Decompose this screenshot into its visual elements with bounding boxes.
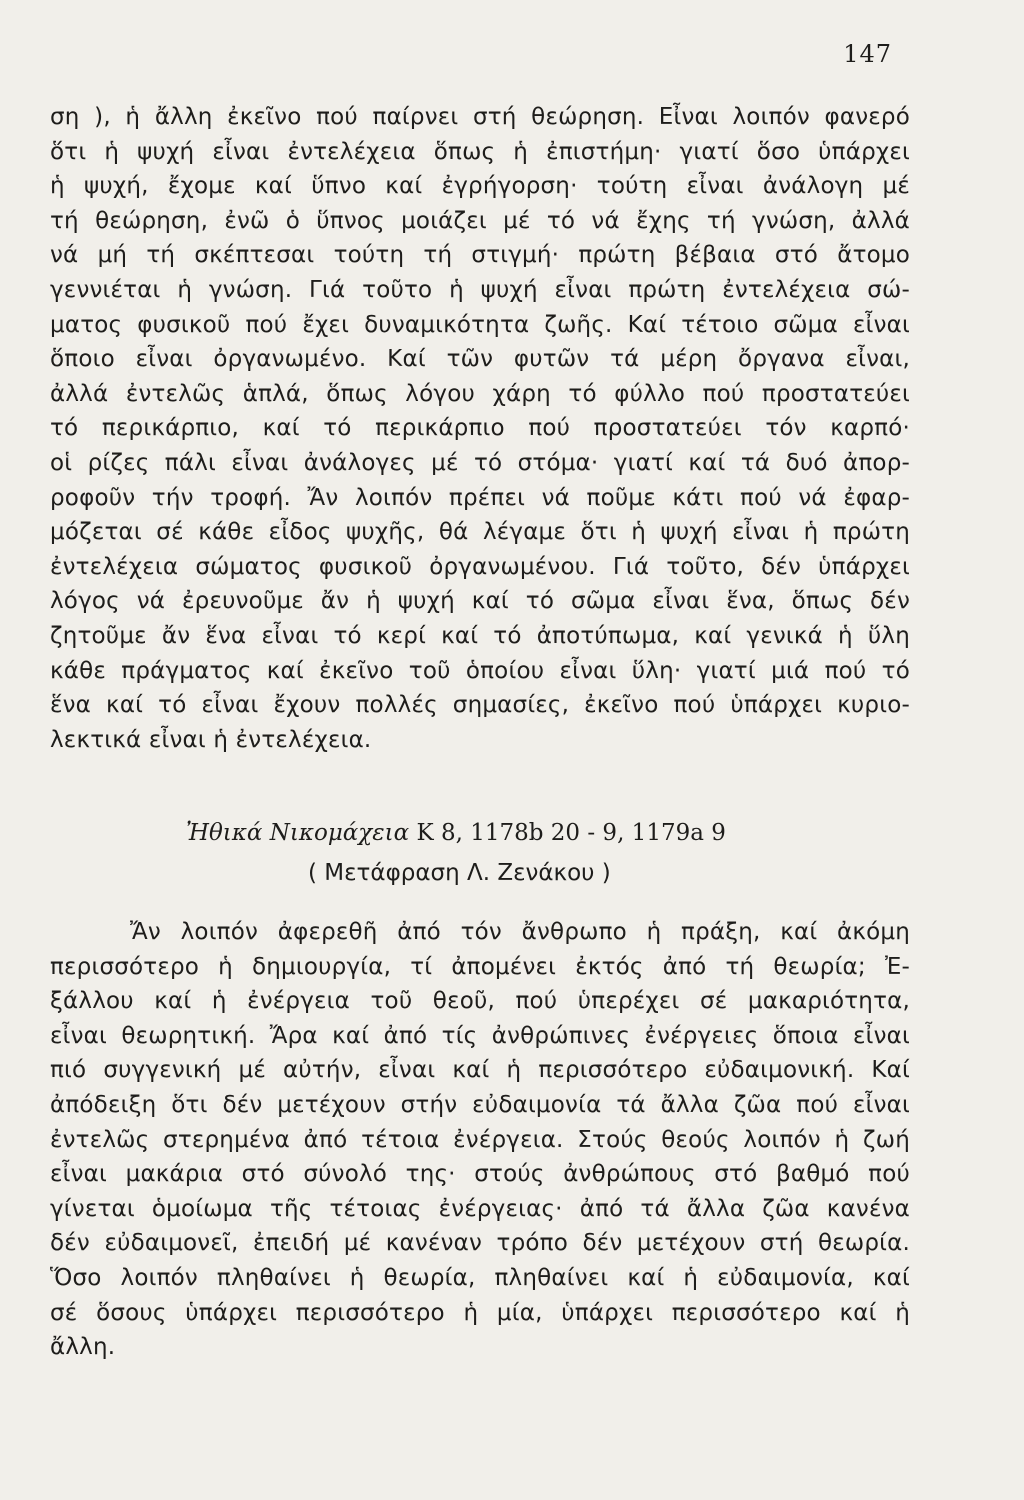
text-line: δέν εὐδαιμονεῖ, ἐπειδή μέ κανέναν τρόπο δέν μετέχουν στή θεωρία.	[50, 1230, 910, 1257]
text-line: μόζεται σέ κάθε εἶδος ψυχῆς, θά λέγαμε ὅτι ἡ ψυχή εἶναι ἡ πρώτη	[50, 519, 910, 546]
text-line: νά μή τή σκέπτεσαι τούτη τή στιγμή· πρώτη βέβαια στό ἄτομο	[50, 242, 910, 269]
text-line: λόγος νά ἐρευνοῦμε ἄν ἡ ψυχή καί τό σῶμα εἶναι ἕνα, ὅπως δέν	[50, 588, 910, 615]
passage-de-anima	[50, 100, 910, 757]
text-line: ξάλλου καί ἡ ἐνέργεια τοῦ θεοῦ, πού ὑπερέχει σέ μακαριότητα,	[50, 988, 910, 1015]
text-line: Ὅσο λοιπόν πληθαίνει ἡ θεωρία, πληθαίνει καί ἡ εὐδαιμονία, καί	[50, 1264, 910, 1291]
translation-credit: ( Μετάφραση Λ. Ζενάκου )	[308, 860, 611, 886]
text-line: ματος φυσικοῦ πού ἔχει δυναμικότητα ζωῆς. Καί τέτοιο σῶμα εἶναι	[50, 311, 910, 338]
text-line: Ἄν λοιπόν ἀφερεθῆ ἀπό τόν ἄνθρωπο ἡ πράξη, καί ἀκόμη	[130, 919, 910, 945]
text-line: ἐντελέχεια σώματος φυσικοῦ ὀργανωμένου. Γιά τοῦτο, δέν ὑπάρχει	[50, 553, 910, 580]
passage-nicomachean-ethics	[50, 915, 910, 1365]
text-line: κάθε πράγματος καί ἐκεῖνο τοῦ ὁποίου εἶναι ὕλη· γιατί μιά πού τό	[50, 657, 910, 684]
text-line: ἕνα καί τό εἶναι ἔχουν πολλές σημασίες, ἐκεῖνο πού ὑπάρχει κυριο-	[50, 692, 910, 719]
text-line: ὅτι ἡ ψυχή εἶναι ἐντελέχεια ὅπως ἡ ἐπιστήμη· γιατί ὅσο ὑπάρχει	[50, 138, 910, 165]
text-line: πιό συγγενική μέ αὐτήν, εἶναι καί ἡ περισσότερο εὐδαιμονική. Καί	[50, 1057, 910, 1084]
text-line: εἶναι θεωρητική. Ἄρα καί ἀπό τίς ἀνθρώπινες ἐνέργειες ὅποια εἶναι	[50, 1022, 910, 1049]
text-line: ἐντελῶς στερημένα ἀπό τέτοια ἐνέργεια. Στούς θεούς λοιπόν ἡ ζωή	[50, 1126, 910, 1153]
work-reference: Κ 8, 1178b 20 - 9, 1179a 9	[416, 820, 726, 846]
text-line: ροφοῦν τήν τροφή. Ἄν λοιπόν πρέπει νά ποῦμε κάτι πού νά ἐφαρ-	[50, 484, 910, 511]
text-line: εἶναι μακάρια στό σύνολό της· στούς ἀνθρώπους στό βαθμό πού	[50, 1161, 910, 1188]
text-line: σέ ὅσους ὑπάρχει περισσότερο ἡ μία, ὑπάρχει περισσότερο καί ἡ	[50, 1299, 910, 1326]
text-line: ὅποιο εἶναι ὀργανωμένο. Καί τῶν φυτῶν τά μέρη ὄργανα εἶναι,	[50, 346, 910, 373]
text-line: γίνεται ὁμοίωμα τῆς τέτοιας ἐνέργειας· ἀπό τά ἄλλα ζῶα κανένα	[50, 1195, 910, 1222]
text-line: περισσότερο ἡ δημιουργία, τί ἀπομένει ἐκτός ἀπό τή θεωρία; Ἐ-	[50, 953, 910, 980]
text-line: γεννιέται ἡ γνώση. Γιά τοῦτο ἡ ψυχή εἶναι πρώτη ἐντελέχεια σώ-	[50, 276, 910, 303]
text-line: οἱ ρίζες πάλι εἶναι ἀνάλογες μέ τό στόμα· γιατί καί τά δυό ἀπορ-	[50, 449, 910, 476]
text-line: ἀπόδειξη ὅτι δέν μετέχουν στήν εὐδαιμονία τά ἄλλα ζῶα πού εἶναι	[50, 1091, 910, 1118]
text-line: τή θεώρηση, ἐνῶ ὁ ὕπνος μοιάζει μέ τό νά ἔχης τή γνώση, ἀλλά	[50, 207, 910, 234]
text-line: ἡ ψυχή, ἔχομε καί ὕπνο καί ἐγρήγορση· τούτη εἶναι ἀνάλογη μέ	[50, 173, 910, 200]
source-citation	[186, 817, 726, 849]
work-title: Ἠθικά Νικομάχεια	[186, 820, 410, 846]
text-line: ζητοῦμε ἄν ἕνα εἶναι τό κερί καί τό ἀποτύπωμα, καί γενικά ἡ ὕλη	[50, 622, 910, 649]
text-line: ἄλλη.	[50, 1334, 116, 1361]
text-line: λεκτικά εἶναι ἡ ἐντελέχεια.	[50, 726, 372, 753]
text-line: ση ), ἡ ἄλλη ἐκεῖνο πού παίρνει στή θεώρηση. Εἶναι λοιπόν φανερό	[50, 104, 910, 130]
page-number: 147	[843, 40, 892, 68]
text-line: ἀλλά ἐντελῶς ἁπλά, ὅπως λόγου χάρη τό φύλλο πού προστατεύει	[50, 380, 910, 407]
text-line: τό περικάρπιο, καί τό περικάρπιο πού προστατεύει τόν καρπό·	[50, 415, 910, 442]
